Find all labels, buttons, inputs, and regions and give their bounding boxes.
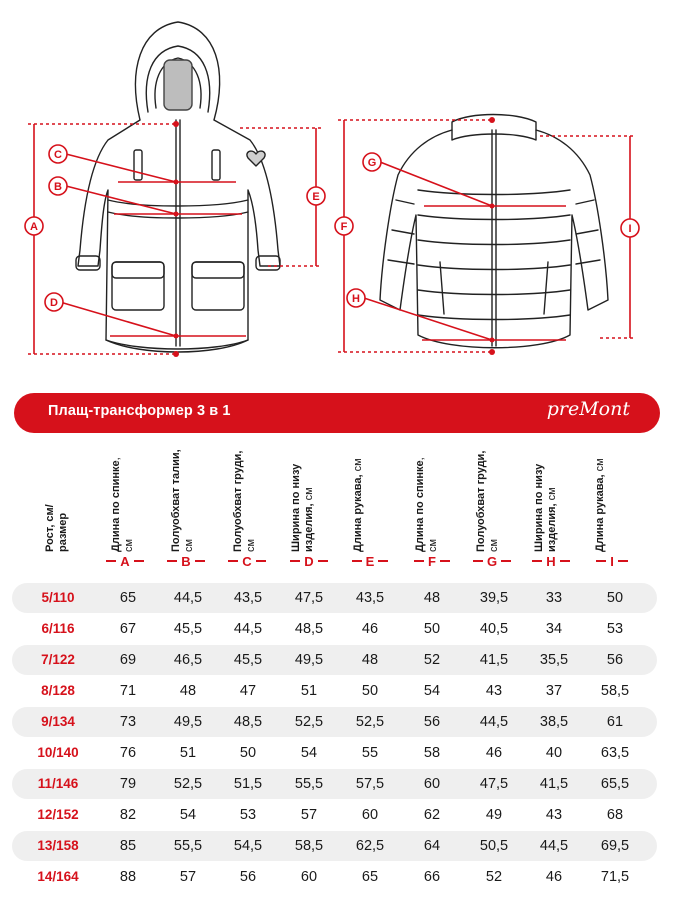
measurement-cell: 50: [606, 590, 624, 606]
svg-text:E: E: [312, 191, 320, 203]
measurement-cell: 69: [119, 652, 137, 668]
measurement-markers: [173, 117, 495, 357]
table-row: [12, 831, 657, 861]
measurement-cell: 52: [423, 652, 441, 668]
measurement-cell: 44,5: [539, 838, 569, 854]
size-cell: 10/140: [37, 745, 79, 760]
measurement-cell: 43,5: [355, 590, 385, 606]
measurement-cell: 34: [545, 621, 563, 637]
size-cell: 7/122: [41, 652, 75, 667]
measurement-cell: 49: [485, 807, 503, 823]
measurement-cell: 54: [179, 807, 197, 823]
size-cell: 11/146: [37, 776, 79, 791]
measurement-cell: 48,5: [294, 621, 324, 637]
measurement-cell: 52: [485, 869, 503, 885]
table-row: [12, 738, 657, 768]
column-header-a: Длина по спинке, см: [110, 457, 135, 552]
label-d: [45, 293, 63, 311]
table-header: [0, 448, 675, 552]
measurement-cell: 38,5: [539, 714, 569, 730]
measurement-cell: 62: [423, 807, 441, 823]
table-row: [12, 707, 657, 737]
measurement-cell: 51: [300, 683, 318, 699]
column-header-e: Длина рукава, см: [352, 458, 364, 552]
letter-b: B: [159, 550, 213, 572]
measurement-cell: 47: [239, 683, 257, 699]
brand-logo: preMont: [546, 398, 630, 420]
measurement-cell: 64: [423, 838, 441, 854]
measurement-cell: 48: [179, 683, 197, 699]
svg-text:B: B: [54, 181, 62, 193]
measurement-cell: 48: [361, 652, 379, 668]
label-i: [621, 219, 639, 237]
size-cell: 5/110: [41, 590, 75, 605]
measurement-cell: 41,5: [539, 776, 569, 792]
measurement-cell: 46: [361, 621, 379, 637]
measurement-cell: 55,5: [173, 838, 203, 854]
measurement-cell: 49,5: [173, 714, 203, 730]
svg-text:F: F: [340, 221, 348, 233]
label-e: [307, 187, 325, 205]
svg-text:H: H: [352, 293, 360, 305]
measurement-cell: 39,5: [479, 590, 509, 606]
measurement-cell: 52,5: [355, 714, 385, 730]
table-row: [12, 583, 657, 613]
letter-h: H: [524, 550, 578, 572]
measurement-cell: 40: [545, 745, 563, 761]
table-row: [12, 862, 657, 892]
measurement-cell: 53: [239, 807, 257, 823]
measurement-cell: 57,5: [355, 776, 385, 792]
measurement-cell: 51,5: [233, 776, 263, 792]
measurement-cell: 48: [423, 590, 441, 606]
label-f: [335, 217, 353, 235]
measurement-cell: 46: [485, 745, 503, 761]
size-cell: 12/152: [37, 807, 79, 822]
column-header-d: Ширина по низу изделия, см: [290, 463, 315, 552]
measurement-cell: 49,5: [294, 652, 324, 668]
size-cell: 14/164: [37, 869, 79, 884]
measurement-cell: 50,5: [479, 838, 509, 854]
size-cell: 13/158: [37, 838, 79, 853]
measurement-cell: 43: [545, 807, 563, 823]
measurement-cell: 57: [179, 869, 197, 885]
label-h: [347, 289, 365, 307]
measurement-cell: 47,5: [479, 776, 509, 792]
label-g: [363, 153, 381, 171]
measurement-cell: 58,5: [294, 838, 324, 854]
measurement-cell: 71,5: [600, 869, 630, 885]
column-header-b: Полуобхват талии, см: [170, 449, 195, 552]
measurement-cell: 43,5: [233, 590, 263, 606]
measurement-cell: 79: [119, 776, 137, 792]
size-column-header: Рост, см/ размер: [44, 504, 69, 552]
size-cell: 6/116: [41, 621, 75, 636]
garment-measurement-diagram: [0, 0, 675, 380]
table-row: [12, 800, 657, 830]
measurement-cell: 54: [423, 683, 441, 699]
svg-text:I: I: [628, 223, 632, 235]
measurement-cell: 33: [545, 590, 563, 606]
size-cell: 9/134: [41, 714, 75, 729]
letter-g: G: [465, 550, 519, 572]
letter-a: A: [98, 550, 152, 572]
letter-i: I: [585, 550, 639, 572]
measurement-cell: 45,5: [173, 621, 203, 637]
measurement-cell: 82: [119, 807, 137, 823]
measurement-cell: 37: [545, 683, 563, 699]
measurement-cell: 35,5: [539, 652, 569, 668]
measurement-labels: [25, 145, 639, 311]
jacket-drawing: [380, 115, 608, 348]
measurement-letter-row: [0, 550, 675, 572]
column-header-i: Длина рукава, см: [594, 458, 606, 552]
measurement-cell: 55: [361, 745, 379, 761]
measurement-cell: 56: [423, 714, 441, 730]
measurement-cell: 48,5: [233, 714, 263, 730]
measurement-cell: 44,5: [233, 621, 263, 637]
measurement-cell: 60: [300, 869, 318, 885]
title-banner: [14, 393, 660, 433]
table-row: [12, 676, 657, 706]
table-row: [12, 645, 657, 675]
size-cell: 8/128: [41, 683, 75, 698]
measurement-cell: 43: [485, 683, 503, 699]
measurement-cell: 46: [545, 869, 563, 885]
measurement-cell: 88: [119, 869, 137, 885]
measurement-cell: 52,5: [173, 776, 203, 792]
measurement-cell: 73: [119, 714, 137, 730]
measurement-cell: 71: [119, 683, 137, 699]
measurement-cell: 54: [300, 745, 318, 761]
measurement-cell: 65: [361, 869, 379, 885]
measurement-cell: 76: [119, 745, 137, 761]
measurement-lines: [28, 120, 636, 354]
measurement-cell: 65,5: [600, 776, 630, 792]
measurement-cell: 50: [361, 683, 379, 699]
measurement-cell: 50: [423, 621, 441, 637]
measurement-cell: 65: [119, 590, 137, 606]
svg-text:C: C: [54, 149, 62, 161]
letter-e: E: [343, 550, 397, 572]
label-b: [49, 177, 67, 195]
svg-text:G: G: [367, 157, 377, 169]
label-a: [25, 217, 43, 235]
measurement-cell: 51: [179, 745, 197, 761]
measurement-cell: 60: [423, 776, 441, 792]
measurement-cell: 60: [361, 807, 379, 823]
measurement-cell: 44,5: [173, 590, 203, 606]
label-c: [49, 145, 67, 163]
measurement-cell: 40,5: [479, 621, 509, 637]
measurement-cell: 63,5: [600, 745, 630, 761]
measurement-cell: 50: [239, 745, 257, 761]
svg-text:A: A: [30, 221, 38, 233]
measurement-cell: 56: [606, 652, 624, 668]
measurement-cell: 57: [300, 807, 318, 823]
measurement-cell: 45,5: [233, 652, 263, 668]
measurement-cell: 61: [606, 714, 624, 730]
table-row: [12, 614, 657, 644]
column-header-h: Ширина по низу изделия, см: [533, 463, 558, 552]
measurement-cell: 55,5: [294, 776, 324, 792]
measurement-cell: 52,5: [294, 714, 324, 730]
measurement-cell: 47,5: [294, 590, 324, 606]
column-header-f: Длина по спинке, см: [414, 457, 439, 552]
table-row: [12, 769, 657, 799]
measurement-cell: 41,5: [479, 652, 509, 668]
svg-text:D: D: [50, 297, 58, 309]
measurement-cell: 44,5: [479, 714, 509, 730]
letter-c: C: [220, 550, 274, 572]
measurement-cell: 58: [423, 745, 441, 761]
measurement-cell: 58,5: [600, 683, 630, 699]
column-header-g: Полуобхват груди, см: [475, 450, 500, 552]
measurement-cell: 69,5: [600, 838, 630, 854]
product-title: Плащ-трансформер 3 в 1: [48, 403, 231, 419]
measurement-cell: 46,5: [173, 652, 203, 668]
measurement-cell: 68: [606, 807, 624, 823]
column-header-c: Полуобхват груди, см: [232, 450, 257, 552]
measurement-cell: 66: [423, 869, 441, 885]
measurement-cell: 62,5: [355, 838, 385, 854]
measurement-cell: 56: [239, 869, 257, 885]
measurement-cell: 53: [606, 621, 624, 637]
coat-drawing: [76, 22, 280, 352]
letter-f: F: [405, 550, 459, 572]
measurement-cell: 67: [119, 621, 137, 637]
measurement-cell: 54,5: [233, 838, 263, 854]
letter-d: D: [282, 550, 336, 572]
measurement-cell: 85: [119, 838, 137, 854]
